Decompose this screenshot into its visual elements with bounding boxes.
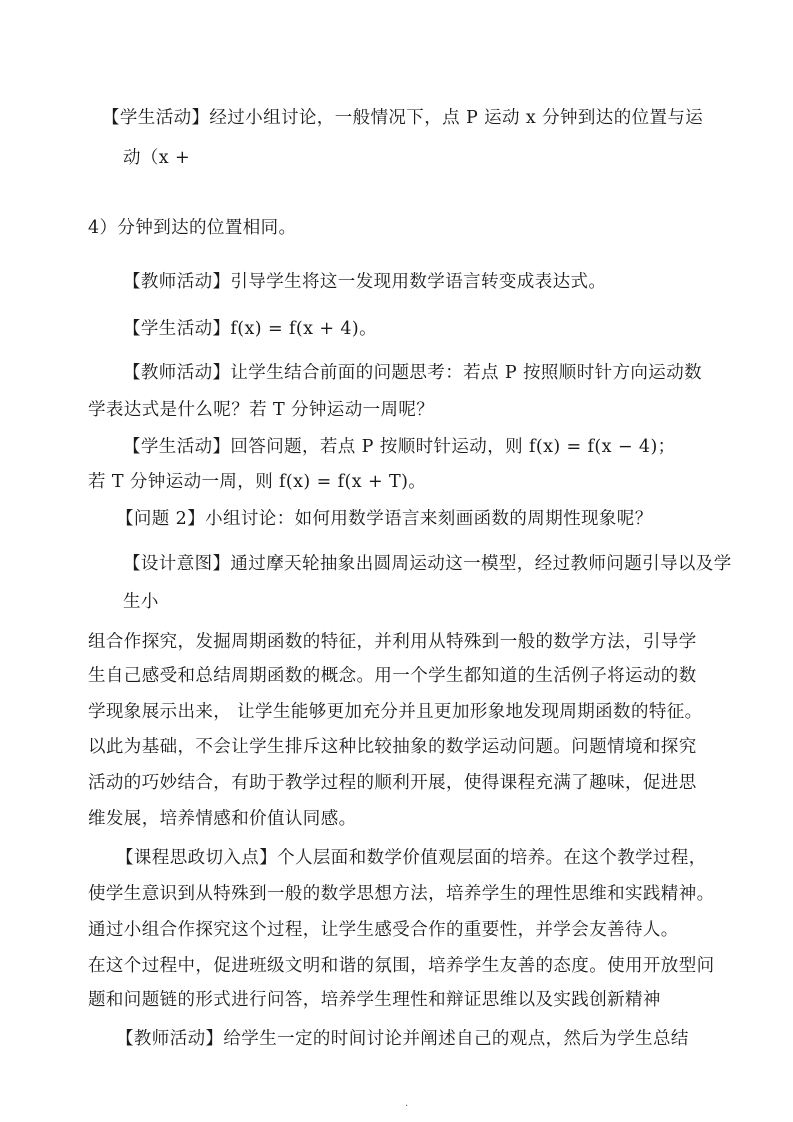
paragraph-line: 组合作探究，发掘周期函数的特征，并利用从特殊到一般的数学方法，引导学 — [88, 632, 697, 652]
paragraph-line: 维发展，培养情感和价值认同感。 — [88, 809, 357, 829]
paragraph-line: 【课程思政切入点】个人层面和数学价值观层面的培养。在这个教学过程， — [116, 848, 707, 868]
paragraph-line: 4）分钟到达的位置相同。 — [88, 218, 297, 238]
paragraph-line: 【问题 2】小组讨论：如何用数学语言来刻画函数的周期性现象呢？ — [116, 509, 653, 529]
paragraph-line: 通过小组合作探究这个过程，让学生感受合作的重要性，并学会友善待人。 — [88, 920, 679, 940]
paragraph-line: 学现象展示出来， 让学生能够更加充分并且更加形象地发现周期函数的特征。 — [88, 702, 703, 722]
footer-mark: . — [405, 1098, 409, 1109]
paragraph-line: 动（x + — [123, 148, 191, 168]
paragraph-line: 【学生活动】经过小组讨论，一般情况下，点 P 运动 x 分钟到达的位置与运 — [102, 108, 704, 128]
paragraph-line: 【设计意图】通过摩天轮抽象出圆周运动这一模型，经过教师问题引导以及学 — [123, 554, 732, 574]
paragraph-line: 【教师活动】给学生一定的时间讨论并阐述自己的观点，然后为学生总结 — [116, 1029, 689, 1049]
paragraph-line: 生小 — [123, 592, 159, 612]
paragraph-line: 【教师活动】引导学生将这一发现用数学语言转变成表达式。 — [123, 272, 607, 292]
paragraph-line: 生自己感受和总结周期函数的概念。用一个学生都知道的生活例子将运动的数 — [88, 666, 697, 686]
paragraph-line: 【学生活动】回答问题，若点 P 按顺时针运动，则 f(x) = f(x − 4)； — [123, 437, 676, 457]
paragraph-line: 题和问题链的形式进行问答，培养学生理性和辩证思维以及实践创新精神 — [88, 990, 661, 1010]
paragraph-line: 使学生意识到从特殊到一般的数学思想方法，培养学生的理性思维和实践精神。 — [88, 884, 715, 904]
paragraph-line: 【教师活动】让学生结合前面的问题思考：若点 P 按照顺时针方向运动数 — [123, 363, 702, 383]
paragraph-line: 以此为基础，不会让学生排斥这种比较抽象的数学运动问题。问题情境和探究 — [88, 737, 697, 757]
paragraph-line: 学表达式是什么呢？若 T 分钟运动一周呢？ — [88, 400, 435, 420]
paragraph-line: 在这个过程中，促进班级文明和谐的氛围，培养学生友善的态度。使用开放型问 — [88, 956, 715, 976]
paragraph-line: 活动的巧妙结合，有助于教学过程的顺利开展，使得课程充满了趣味，促进思 — [88, 773, 697, 793]
paragraph-line: 若 T 分钟运动一周，则 f(x) = f(x + T)。 — [88, 472, 427, 492]
paragraph-line: 【学生活动】f(x) = f(x + 4)。 — [123, 319, 378, 339]
